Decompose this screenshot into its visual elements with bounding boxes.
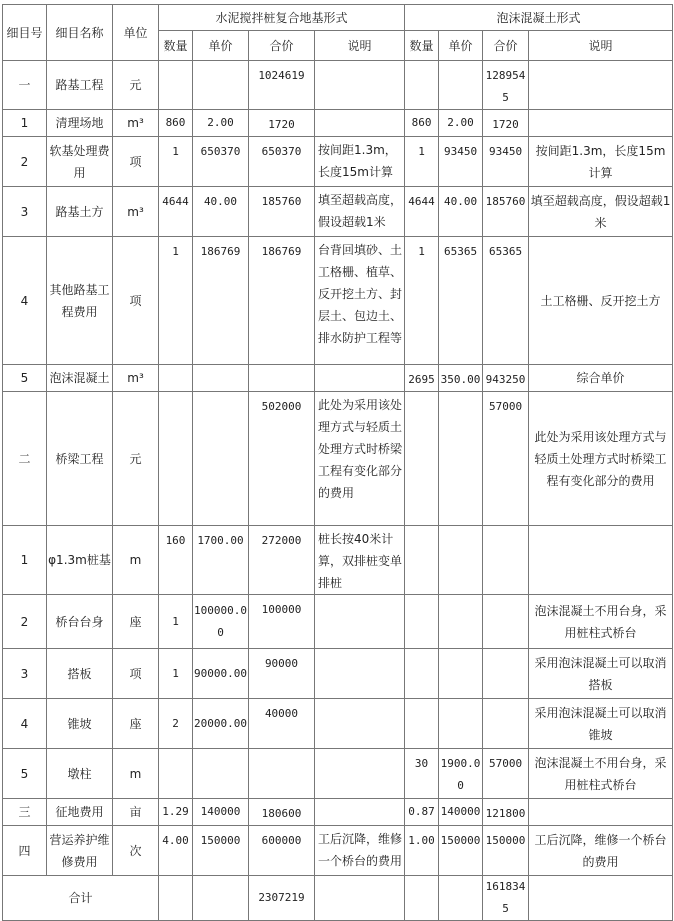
- cell-id: 四: [3, 826, 47, 876]
- cell-b-total: 57000: [483, 392, 529, 526]
- cell-id: 2: [3, 137, 47, 187]
- cell-a-price: 20000.00: [193, 699, 249, 749]
- total-row: [3, 876, 673, 921]
- cell-a-total: 650370: [249, 137, 315, 187]
- cell-b-price: [439, 392, 483, 526]
- table-row: [3, 699, 673, 749]
- cell-b-total: 1289545: [483, 61, 529, 110]
- table-row: [3, 187, 673, 237]
- cell-a-price: 150000: [193, 826, 249, 876]
- cell-b-price: 93450: [439, 137, 483, 187]
- cell-a-total: 40000: [249, 699, 315, 749]
- cell-b-qty: 1: [405, 137, 439, 187]
- cell-id: 5: [3, 749, 47, 799]
- table-row: [3, 392, 673, 526]
- cell-a-total: 600000: [249, 826, 315, 876]
- cell-a-qty: 1: [159, 137, 193, 187]
- cell-b-qty: 4644: [405, 187, 439, 237]
- table-row: [3, 826, 673, 876]
- table-row: [3, 526, 673, 595]
- cell-unit: m³: [113, 365, 159, 392]
- cell-b-total: 185760: [483, 187, 529, 237]
- cell-id: 3: [3, 649, 47, 699]
- header-group-a: 水泥搅拌桩复合地基形式: [159, 5, 405, 31]
- cell-b-note: 采用泡沫混凝土可以取消锥坡: [529, 699, 673, 749]
- cell-b-price: 2.00: [439, 110, 483, 137]
- empty-cell: [439, 876, 483, 921]
- cell-name: 路基土方: [47, 187, 113, 237]
- cell-a-price: [193, 392, 249, 526]
- cell-unit: 元: [113, 392, 159, 526]
- cell-unit: 元: [113, 61, 159, 110]
- cell-a-price: 100000.00: [193, 595, 249, 649]
- cell-b-qty: 2695: [405, 365, 439, 392]
- header-b-note: 说明: [529, 31, 673, 61]
- empty-cell: [193, 876, 249, 921]
- cell-b-price: [439, 595, 483, 649]
- cell-b-price: 65365: [439, 237, 483, 365]
- cell-a-note: 工后沉降，维修一个桥台的费用: [315, 826, 405, 876]
- cell-a-price: 40.00: [193, 187, 249, 237]
- cell-b-total: [483, 595, 529, 649]
- table-row: [3, 799, 673, 826]
- cell-id: 二: [3, 392, 47, 526]
- cell-b-note: [529, 526, 673, 595]
- cell-b-price: 140000: [439, 799, 483, 826]
- header-name: 细目名称: [47, 5, 113, 61]
- header-b-price: 单价: [439, 31, 483, 61]
- cell-name: 锥坡: [47, 699, 113, 749]
- cell-b-note: [529, 61, 673, 110]
- cell-b-qty: [405, 526, 439, 595]
- cell-name: φ1.3m桩基: [47, 526, 113, 595]
- cell-a-note: [315, 61, 405, 110]
- cell-id: 3: [3, 187, 47, 237]
- cell-a-total: 180600: [249, 799, 315, 826]
- cell-a-qty: 1: [159, 649, 193, 699]
- cell-a-price: 650370: [193, 137, 249, 187]
- cell-a-price: 1700.00: [193, 526, 249, 595]
- cell-a-price: 2.00: [193, 110, 249, 137]
- cell-id: 5: [3, 365, 47, 392]
- cell-a-note: [315, 595, 405, 649]
- cell-a-qty: [159, 392, 193, 526]
- cell-b-total: 121800: [483, 799, 529, 826]
- table-row: [3, 649, 673, 699]
- cell-b-qty: [405, 595, 439, 649]
- cell-name: 清理场地: [47, 110, 113, 137]
- cell-a-note: 按间距1.3m，长度15m计算: [315, 137, 405, 187]
- cell-a-qty: 1: [159, 237, 193, 365]
- cell-a-note: 桩长按40米计算，双排桩变单排桩: [315, 526, 405, 595]
- header-b-total: 合价: [483, 31, 529, 61]
- cell-a-note: [315, 749, 405, 799]
- cell-name: 桥台台身: [47, 595, 113, 649]
- cell-a-total: 1024619: [249, 61, 315, 110]
- header-a-total: 合价: [249, 31, 315, 61]
- cell-id: 一: [3, 61, 47, 110]
- cell-id: 1: [3, 526, 47, 595]
- cell-name: 营运养护维修费用: [47, 826, 113, 876]
- table-row: [3, 365, 673, 392]
- cell-id: 4: [3, 237, 47, 365]
- header-a-qty: 数量: [159, 31, 193, 61]
- cell-b-qty: [405, 699, 439, 749]
- cell-a-qty: 4644: [159, 187, 193, 237]
- cell-b-price: [439, 649, 483, 699]
- cell-b-price: 150000: [439, 826, 483, 876]
- cell-b-note: 土工格栅、反开挖土方: [529, 237, 673, 365]
- cell-a-qty: [159, 749, 193, 799]
- cell-a-price: [193, 61, 249, 110]
- cell-a-note: 台背回填砂、土工格栅、植草、反开挖土方、封层土、包边土、排水防护工程等: [315, 237, 405, 365]
- cell-b-price: [439, 526, 483, 595]
- cell-name: 墩柱: [47, 749, 113, 799]
- empty-cell: [159, 876, 193, 921]
- total-b: 1618345: [483, 876, 529, 921]
- cell-unit: 座: [113, 595, 159, 649]
- table-row: [3, 237, 673, 365]
- empty-cell: [405, 876, 439, 921]
- cell-a-note: 填至超载高度，假设超载1米: [315, 187, 405, 237]
- cell-b-total: [483, 526, 529, 595]
- cell-a-qty: 1.29: [159, 799, 193, 826]
- cell-a-total: 186769: [249, 237, 315, 365]
- cell-unit: 项: [113, 237, 159, 365]
- cell-a-qty: [159, 61, 193, 110]
- cell-a-price: [193, 365, 249, 392]
- cell-name: 路基工程: [47, 61, 113, 110]
- table-row: [3, 595, 673, 649]
- cell-b-note: 综合单价: [529, 365, 673, 392]
- table-row: [3, 110, 673, 137]
- cell-b-qty: 0.87: [405, 799, 439, 826]
- cell-b-qty: [405, 61, 439, 110]
- cell-b-total: 93450: [483, 137, 529, 187]
- cell-b-qty: 1: [405, 237, 439, 365]
- table-row: [3, 749, 673, 799]
- cell-unit: 亩: [113, 799, 159, 826]
- cell-b-note: [529, 110, 673, 137]
- cell-b-qty: 1.00: [405, 826, 439, 876]
- cell-b-qty: 860: [405, 110, 439, 137]
- cell-b-total: [483, 699, 529, 749]
- cell-id: 三: [3, 799, 47, 826]
- cell-b-qty: 30: [405, 749, 439, 799]
- cell-a-note: [315, 110, 405, 137]
- cell-a-qty: 160: [159, 526, 193, 595]
- cell-a-qty: 4.00: [159, 826, 193, 876]
- cell-b-price: [439, 61, 483, 110]
- cell-name: 桥梁工程: [47, 392, 113, 526]
- cell-b-total: 943250: [483, 365, 529, 392]
- cell-id: 1: [3, 110, 47, 137]
- cell-a-total: 502000: [249, 392, 315, 526]
- cell-name: 征地费用: [47, 799, 113, 826]
- table-row: [3, 61, 673, 110]
- cell-name: 其他路基工程费用: [47, 237, 113, 365]
- cell-a-total: 1720: [249, 110, 315, 137]
- cell-unit: m³: [113, 110, 159, 137]
- cell-a-note: [315, 699, 405, 749]
- cell-a-qty: 860: [159, 110, 193, 137]
- header-unit: 单位: [113, 5, 159, 61]
- cell-a-qty: 2: [159, 699, 193, 749]
- header-id: 细目号: [3, 5, 47, 61]
- cell-b-note: 按间距1.3m，长度15m计算: [529, 137, 673, 187]
- total-a: 2307219: [249, 876, 315, 921]
- cell-b-qty: [405, 392, 439, 526]
- cell-unit: 座: [113, 699, 159, 749]
- cell-b-note: 泡沫混凝土不用台身，采用桩柱式桥台: [529, 595, 673, 649]
- cell-b-total: [483, 649, 529, 699]
- header-a-note: 说明: [315, 31, 405, 61]
- cell-a-total: [249, 365, 315, 392]
- cell-a-total: 272000: [249, 526, 315, 595]
- cell-b-total: 1720: [483, 110, 529, 137]
- empty-cell: [315, 876, 405, 921]
- cell-unit: 项: [113, 649, 159, 699]
- cell-id: 2: [3, 595, 47, 649]
- total-label: 合计: [3, 876, 159, 921]
- cell-a-note: [315, 799, 405, 826]
- header-a-price: 单价: [193, 31, 249, 61]
- cell-b-note: 此处为采用该处理方式与轻质土处理方式时桥梁工程有变化部分的费用: [529, 392, 673, 526]
- cell-unit: 项: [113, 137, 159, 187]
- cell-a-price: 90000.00: [193, 649, 249, 699]
- cell-b-note: 填至超载高度，假设超载1米: [529, 187, 673, 237]
- table-row: [3, 137, 673, 187]
- cell-a-price: [193, 749, 249, 799]
- cost-comparison-table: [2, 4, 673, 921]
- cell-name: 搭板: [47, 649, 113, 699]
- cell-b-price: 40.00: [439, 187, 483, 237]
- cell-a-total: 90000: [249, 649, 315, 699]
- cell-b-note: 泡沫混凝土不用台身，采用桩柱式桥台: [529, 749, 673, 799]
- cell-b-price: 350.00: [439, 365, 483, 392]
- cell-b-total: 65365: [483, 237, 529, 365]
- cell-a-note: 此处为采用该处理方式与轻质土处理方式时桥梁工程有变化部分的费用: [315, 392, 405, 526]
- cell-a-price: 140000: [193, 799, 249, 826]
- empty-cell: [529, 876, 673, 921]
- cell-a-note: [315, 649, 405, 699]
- cell-a-price: 186769: [193, 237, 249, 365]
- cell-b-total: 150000: [483, 826, 529, 876]
- cell-b-total: 57000: [483, 749, 529, 799]
- cell-b-note: 工后沉降，维修一个桥台的费用: [529, 826, 673, 876]
- cell-b-price: [439, 699, 483, 749]
- header-b-qty: 数量: [405, 31, 439, 61]
- cell-a-qty: [159, 365, 193, 392]
- cell-id: 4: [3, 699, 47, 749]
- cell-b-note: [529, 799, 673, 826]
- cell-unit: m³: [113, 187, 159, 237]
- cell-unit: 次: [113, 826, 159, 876]
- cell-a-total: [249, 749, 315, 799]
- cell-name: 软基处理费用: [47, 137, 113, 187]
- cell-b-qty: [405, 649, 439, 699]
- cell-a-qty: 1: [159, 595, 193, 649]
- header-group-b: 泡沫混凝土形式: [405, 5, 673, 31]
- cell-unit: m: [113, 749, 159, 799]
- cell-a-total: 185760: [249, 187, 315, 237]
- cell-a-note: [315, 365, 405, 392]
- cell-name: 泡沫混凝土: [47, 365, 113, 392]
- cell-b-price: 1900.00: [439, 749, 483, 799]
- cell-b-note: 采用泡沫混凝土可以取消搭板: [529, 649, 673, 699]
- cell-unit: m: [113, 526, 159, 595]
- cell-a-total: 100000: [249, 595, 315, 649]
